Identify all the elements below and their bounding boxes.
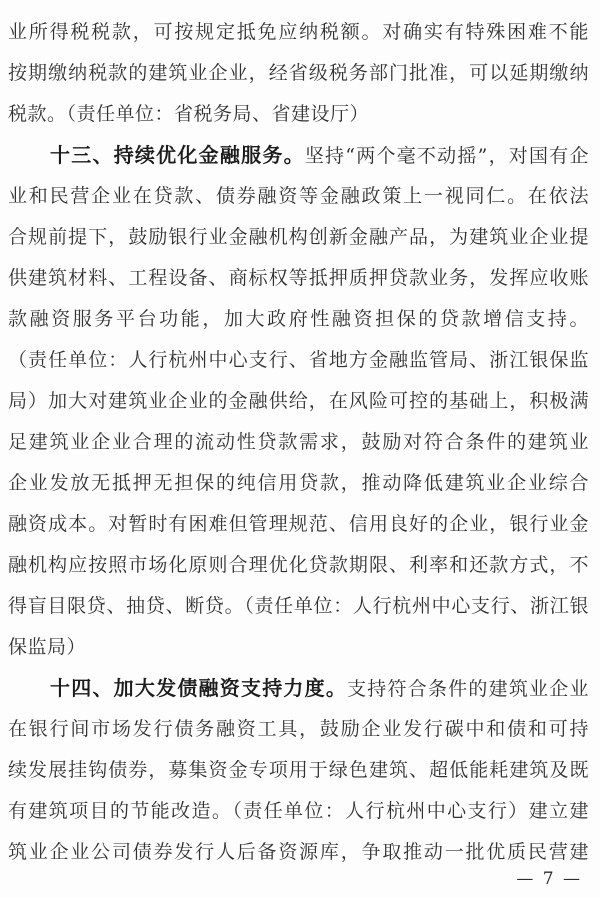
text-line: 企业发放无抵押无担保的纯信用贷款，推动降低建筑业企业综合	[8, 472, 589, 494]
text-line: 筑业企业公司债券发行人后备资源库，争取推动一批优质民营建	[8, 841, 589, 863]
text-line: 业和民营企业在贷款、债券融资等金融政策上一视同仁。在依法	[8, 185, 589, 207]
text-line: （责任单位：人行杭州中心支行、省地方金融监管局、浙江银保监	[8, 349, 589, 371]
text-line: 在银行间市场发行债务融资工具，鼓励企业发行碳中和债和可持	[8, 718, 589, 740]
text-line: 续发展挂钩债券，募集资金专项用于绿色建筑、超低能耗建筑及既	[8, 759, 589, 781]
text-line: 按期缴纳税款的建筑业企业，经省级税务部门批准，可以延期缴纳	[8, 62, 589, 84]
text-line: 融资成本。对暂时有困难但管理规范、信用良好的企业，银行业金	[8, 513, 589, 535]
text-line: 十三、持续优化金融服务。坚持“两个毫不动摇”，对国有企	[50, 143, 589, 167]
text-line: 业所得税税款，可按规定抵免应纳税额。对确实有特殊困难不能	[8, 21, 589, 43]
text-line: 十四、加大发债融资支持力度。支持符合条件的建筑业企业	[50, 676, 589, 700]
text-line: 足建筑业企业合理的流动性贷款需求，鼓励对符合条件的建筑业	[8, 431, 589, 453]
section-heading: 十四、加大发债融资支持力度。	[50, 676, 348, 700]
text-line: 融机构应按照市场化原则合理优化贷款期限、利率和还款方式，不	[8, 554, 589, 576]
text-line: 合规前提下，鼓励银行业金融机构创新金融产品，为建筑业企业提	[8, 226, 589, 248]
text-line: 供建筑材料、工程设备、商标权等抵押质押贷款业务，发挥应收账	[8, 267, 589, 289]
text-line: 款融资服务平台功能，加大政府性融资担保的贷款增信支持。	[8, 308, 589, 330]
document-body	[8, 12, 589, 873]
text-line: 税款。（责任单位：省税务局、省建设厅）	[8, 103, 370, 125]
text-line: 有建筑项目的节能改造。（责任单位：人行杭州中心支行）建立建	[8, 800, 589, 822]
page-number: — 7 —	[516, 869, 582, 889]
text-line: 局）加大对建筑业企业的金融供给，在风险可控的基础上，积极满	[8, 390, 589, 412]
section-heading: 十三、持续优化金融服务。	[50, 143, 305, 167]
text-line: 得盲目限贷、抽贷、断贷。（责任单位：人行杭州中心支行、浙江银	[8, 595, 589, 617]
text-line: 保监局）	[8, 636, 87, 658]
